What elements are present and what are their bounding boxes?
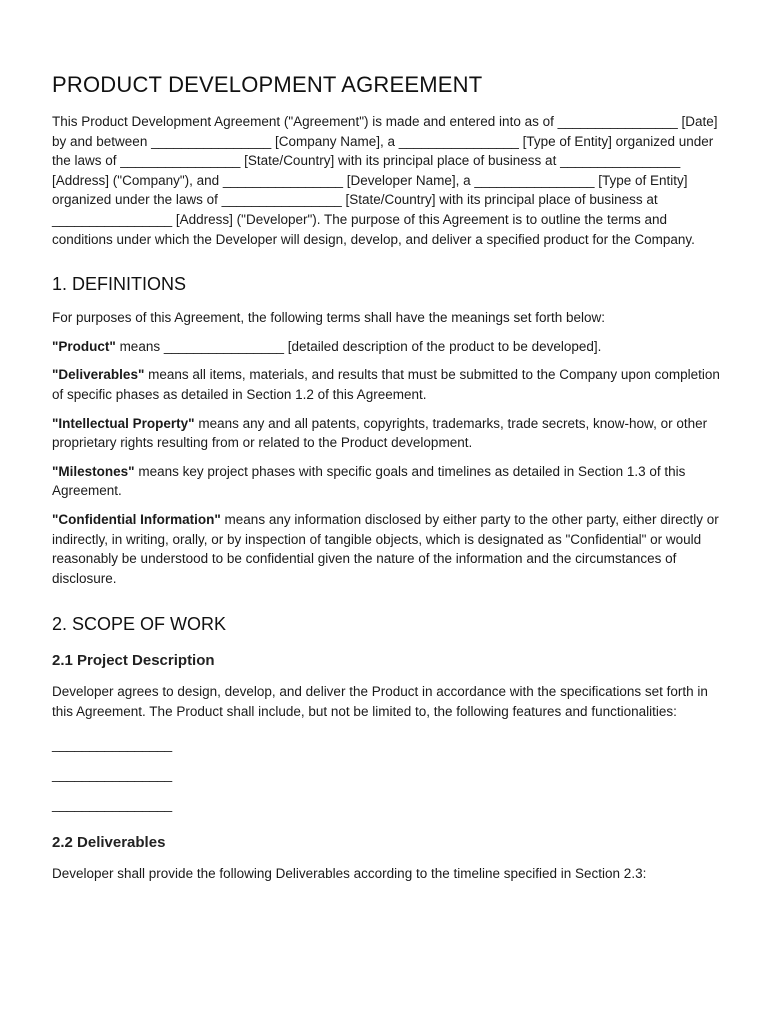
feature-blank-line: ________________ <box>52 737 173 753</box>
feature-blank-line: ________________ <box>52 767 173 783</box>
definition-item <box>52 462 722 501</box>
definition-term: "Product" <box>52 338 116 354</box>
definition-text: means key project phases with specific goals and timelines as detailed in Section 1.3 of this Agreement. <box>52 463 686 499</box>
definitions-lead: For purposes of this Agreement, the following terms shall have the meanings set forth below: <box>52 310 606 326</box>
definition-item <box>52 414 722 453</box>
definition-term: "Confidential Information" <box>52 511 221 527</box>
definition-item <box>52 510 722 588</box>
section-scope-heading: 2. SCOPE OF WORK <box>52 614 227 635</box>
intro-paragraph: This Product Development Agreement ("Agreement") is made and entered into as of ________________ [Date] by and between ________________ [Company Name], a ________________ [Type of Entity] organized under the laws of ________________ [State/Country] with its principal place of business at ________________ [Address] ("Company"), and ________________ [Developer Name], a ________________ [Type of Entity] organized under the laws of ________________ [State/Country] with its principal place of business at ________________ [Address] ("Developer"). The purpose of this Agreement is to outline the terms and conditions under which the Developer will design, develop, and deliver a specified product for the Company. <box>52 114 718 247</box>
definition-term: "Milestones" <box>52 463 135 479</box>
subsection-deliverables-heading: 2.2 Deliverables <box>52 834 166 852</box>
project-description-text: Developer agrees to design, develop, and deliver the Product in accordance with the specifications set forth in this Agreement. The Product shall include, but not be limited to, the following features and functionalities: <box>52 684 708 719</box>
feature-blank-line: ________________ <box>52 796 173 812</box>
definition-text: means ________________ [detailed description of the product to be developed]. <box>115 338 602 354</box>
subsection-project-description-heading: 2.1 Project Description <box>52 652 215 670</box>
definition-text: means any and all patents, copyrights, trademarks, trade secrets, know-how, or other proprietary rights resulting from or related to the Product development. <box>52 415 708 451</box>
definition-term: "Intellectual Property" <box>52 415 195 431</box>
document-page <box>52 70 722 884</box>
definition-text: means any information disclosed by either party to the other party, either directly or indirectly, in writing, orally, or by inspection of tangible objects, which is designated as "Confidential" or would reasonably be understood to be confidential given the nature of the information and the circumstances of disclosure. <box>52 511 719 586</box>
section-definitions-heading: 1. DEFINITIONS <box>52 274 187 295</box>
definition-item <box>52 337 722 357</box>
document-title: PRODUCT DEVELOPMENT AGREEMENT <box>52 72 483 97</box>
definition-term: "Deliverables" <box>52 367 145 383</box>
deliverables-text: Developer shall provide the following Deliverables according to the timeline specified in Section 2.3: <box>52 866 647 882</box>
definition-text: means all items, materials, and results that must be submitted to the Company upon completion of specific phases as detailed in Section 1.2 of this Agreement. <box>52 367 720 402</box>
definition-item <box>52 365 722 404</box>
